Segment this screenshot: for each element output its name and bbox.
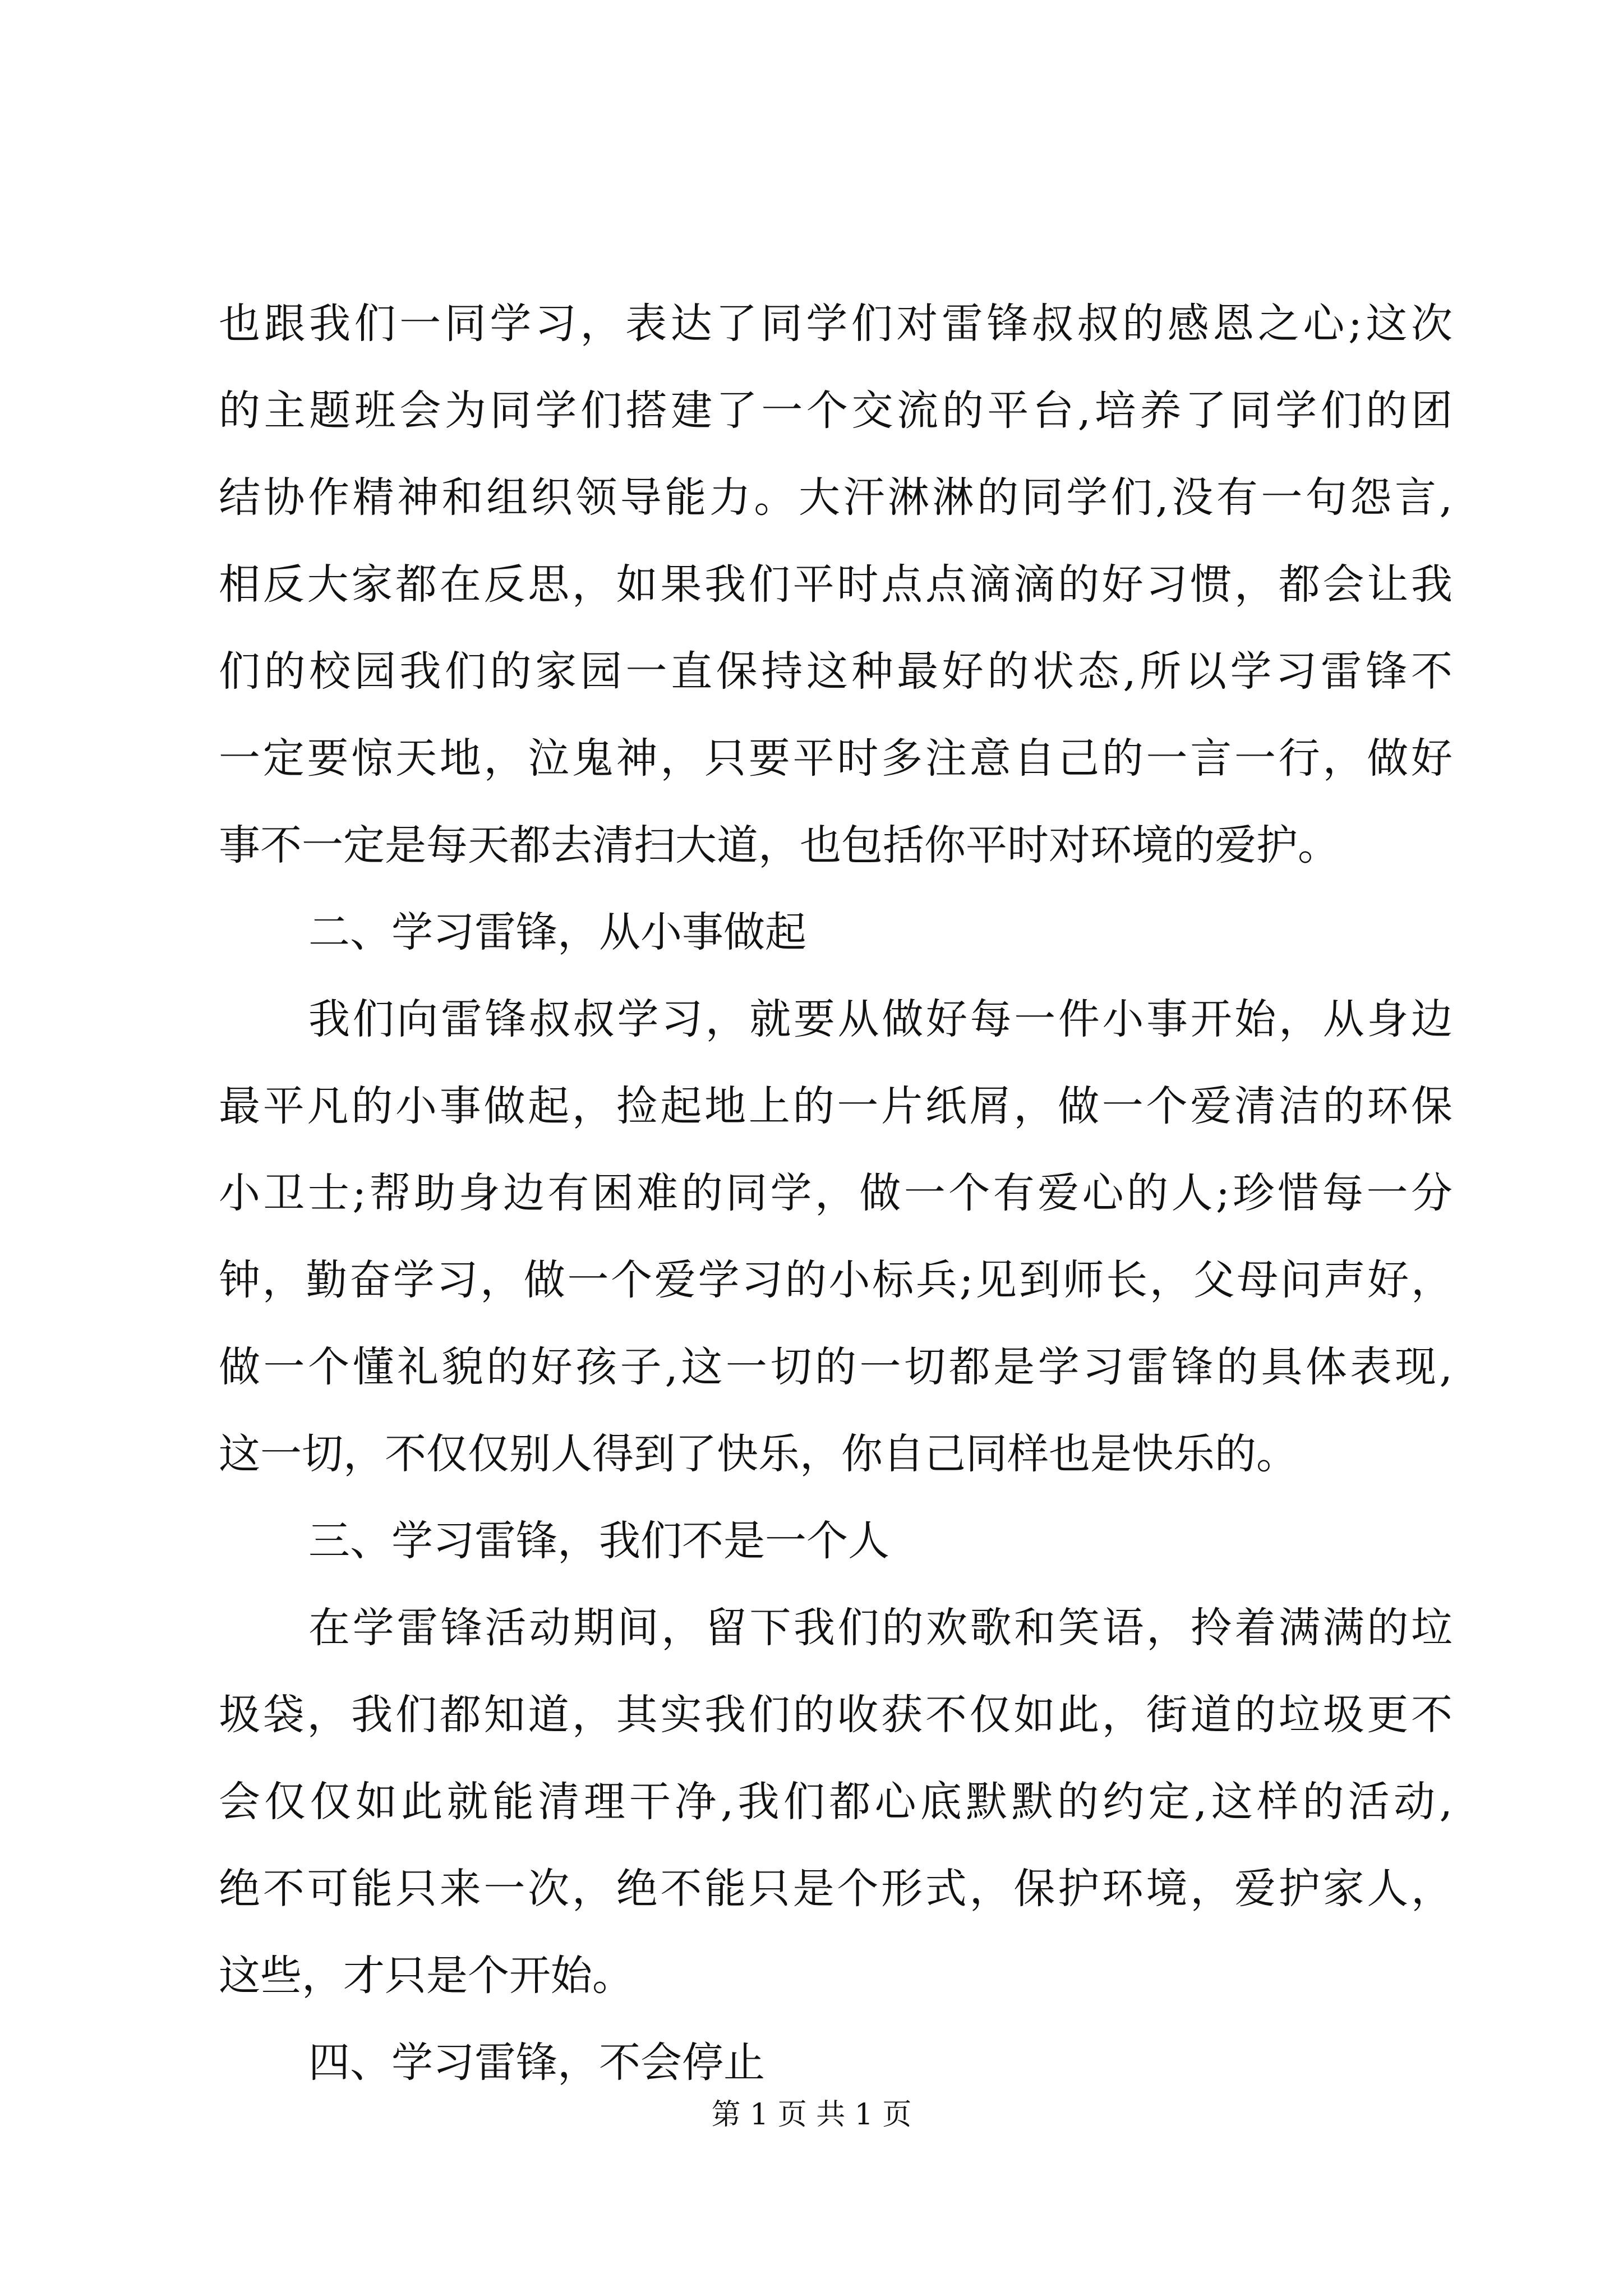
text-line: 一定要惊天地，泣鬼神，只要平时多注意自己的一言一行，做好 <box>219 734 1453 783</box>
section-heading-2: 二、学习雷锋，从小事做起 <box>308 908 806 956</box>
paragraph-gratitude-reflection <box>219 280 1453 889</box>
text-line: 这一切，不仅仅别人得到了快乐，你自己同样也是快乐的。 <box>219 1430 1298 1478</box>
page-footer: 第 1 页 共 1 页 <box>711 2098 912 2132</box>
text-line: 圾袋，我们都知道，其实我们的收获不仅如此，街道的垃圾更不 <box>219 1691 1453 1739</box>
text-line: 的主题班会为同学们搭建了一个交流的平台,培养了同学们的团 <box>219 386 1453 435</box>
text-line: 这些，才只是个开始。 <box>219 1952 634 2000</box>
text-line: 钟，勤奋学习，做一个爱学习的小标兵;见到师长，父母问声好， <box>219 1256 1453 1304</box>
section-heading-4: 四、学习雷锋，不会停止 <box>308 2039 765 2087</box>
text-line: 在学雷锋活动期间，留下我们的欢歌和笑语，拎着满满的垃 <box>308 1604 1453 1652</box>
text-line: 事不一定是每天都去清扫大道，也包括你平时对环境的爱护。 <box>219 821 1339 869</box>
text-line: 们的校园我们的家园一直保持这种最好的状态,所以学习雷锋不 <box>219 647 1453 696</box>
text-line: 小卫士;帮助身边有困难的同学，做一个有爱心的人;珍惜每一分 <box>219 1169 1453 1217</box>
text-line: 我们向雷锋叔叔学习，就要从做好每一件小事开始，从身边 <box>308 995 1453 1043</box>
text-line: 做一个懂礼貌的好孩子,这一切的一切都是学习雷锋的具体表现, <box>219 1343 1453 1391</box>
text-line: 结协作精神和组织领导能力。大汗淋淋的同学们,没有一句怨言, <box>219 473 1453 522</box>
text-line: 会仅仅如此就能清理干净,我们都心底默默的约定,这样的活动, <box>219 1778 1453 1826</box>
paragraph-small-things <box>219 976 1453 1498</box>
text-line: 也跟我们一同学习，表达了同学们对雷锋叔叔的感恩之心;这次 <box>219 300 1453 348</box>
text-line: 相反大家都在反思，如果我们平时点点滴滴的好习惯，都会让我 <box>219 560 1453 609</box>
paragraph-not-alone <box>219 1585 1453 2019</box>
text-line: 最平凡的小事做起，捡起地上的一片纸屑，做一个爱清洁的环保 <box>219 1082 1453 1130</box>
document-body <box>219 280 1453 2106</box>
section-heading-3: 三、学习雷锋，我们不是一个人 <box>308 1517 889 1565</box>
text-line: 绝不可能只来一次，绝不能只是个形式，保护环境，爱护家人， <box>219 1865 1453 1913</box>
